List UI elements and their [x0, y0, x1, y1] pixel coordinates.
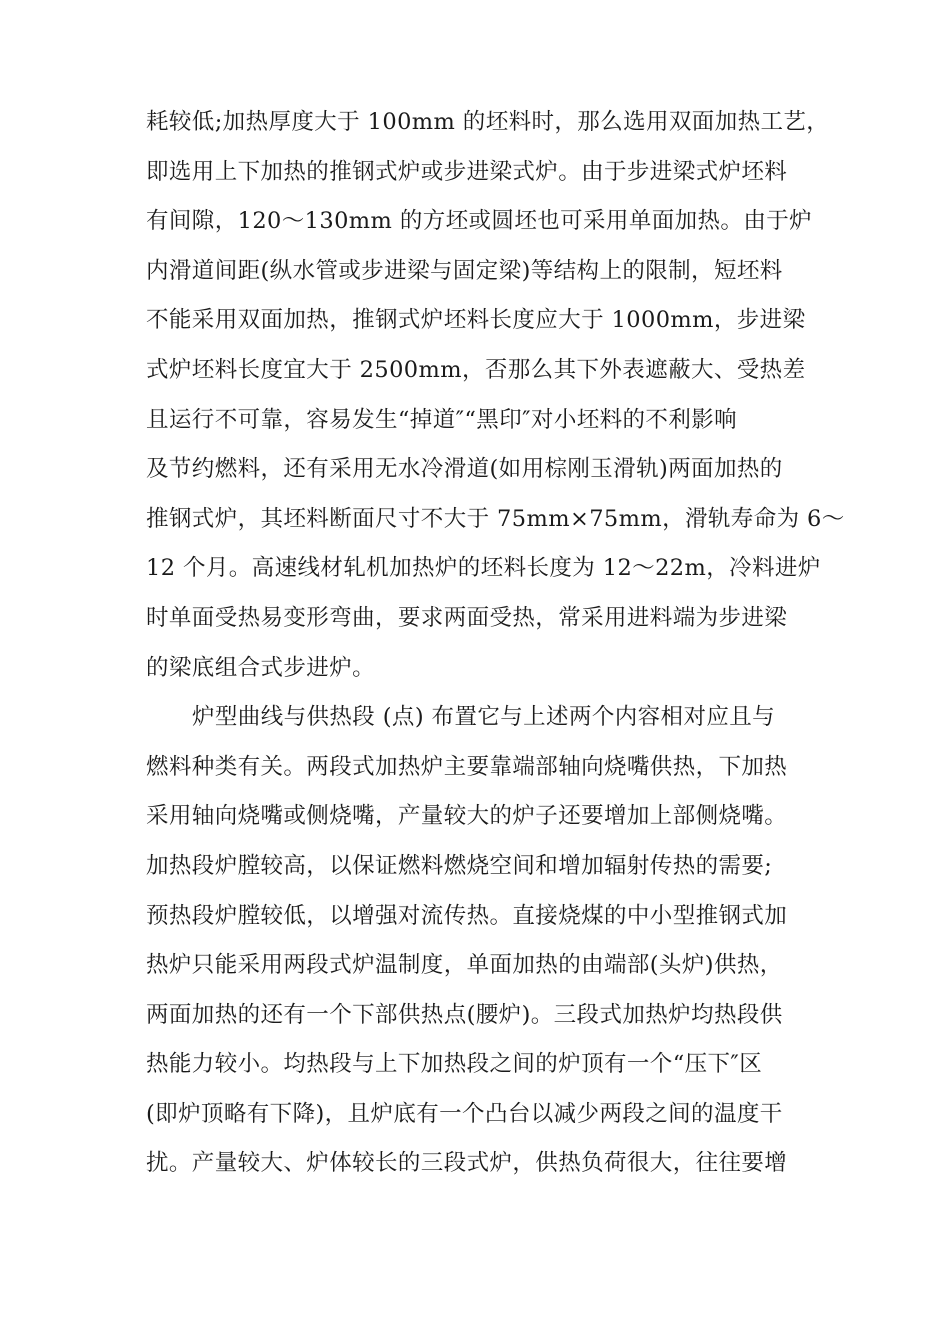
paragraph-1	[146, 98, 845, 693]
text-line: (即炉顶略有下降)，且炉底有一个凸台以减少两段之间的温度干	[146, 1100, 783, 1127]
text-line: 两面加热的还有一个下部供热点(腰炉)。三段式加热炉均热段供	[146, 1001, 783, 1028]
paragraph-2	[146, 693, 818, 1189]
text-line: 预热段炉膛较低，以增强对流传热。直接烧煤的中小型推钢式加	[146, 902, 788, 929]
text-line: 时单面受热易变形弯曲，要求两面受热，常采用进料端为步进梁	[146, 604, 788, 631]
text-line: 燃料种类有关。两段式加热炉主要靠端部轴向烧嘴供热，下加热	[146, 753, 788, 780]
text-line: 热炉只能采用两段式炉温制度，单面加热的由端部(头炉)供热，	[146, 952, 783, 979]
text-line: 推钢式炉，其坯料断面尺寸不大于 75mm×75mm，滑轨寿命为 6～	[146, 505, 845, 532]
text-line: 有间隙，120～130mm 的方坯或圆坯也可采用单面加热。由于炉	[146, 208, 813, 235]
body-text	[146, 98, 845, 1189]
text-line: 热能力较小。均热段与上下加热段之间的炉顶有一个“压下″区	[146, 1051, 763, 1078]
text-line: 不能采用双面加热，推钢式炉坯料长度应大于 1000mm，步进梁	[146, 307, 806, 334]
text-line: 的梁底组合式步进炉。	[146, 654, 376, 681]
text-line: 及节约燃料，还有采用无水冷滑道(如用棕刚玉滑轨)两面加热的	[146, 456, 783, 483]
text-line: 式炉坯料长度宜大于 2500mm，否那么其下外表遮蔽大、受热差	[146, 356, 806, 383]
text-line: 加热段炉膛较高，以保证燃料燃烧空间和增加辐射传热的需要;	[146, 852, 773, 879]
text-line: 扰。产量较大、炉体较长的三段式炉，供热负荷很大，往往要增	[146, 1150, 788, 1177]
text-line: 采用轴向烧嘴或侧烧嘴，产量较大的炉子还要增加上部侧烧嘴。	[146, 803, 788, 830]
text-line: 炉型曲线与供热段 (点) 布置它与上述两个内容相对应且与	[192, 704, 776, 731]
text-line: 即选用上下加热的推钢式炉或步进梁式炉。由于步进梁式炉坯料	[146, 158, 788, 185]
text-line: 耗较低;加热厚度大于 100mm 的坯料时，那么选用双面加热工艺，	[146, 109, 830, 135]
text-line: 且运行不可靠，容易发生“掉道″“黑印″对小坯料的不利影响	[146, 406, 738, 433]
text-line: 内滑道间距(纵水管或步进梁与固定梁)等结构上的限制，短坯料	[146, 257, 783, 284]
text-line: 12 个月。高速线材轧机加热炉的坯料长度为 12～22m，冷料进炉	[146, 555, 821, 582]
